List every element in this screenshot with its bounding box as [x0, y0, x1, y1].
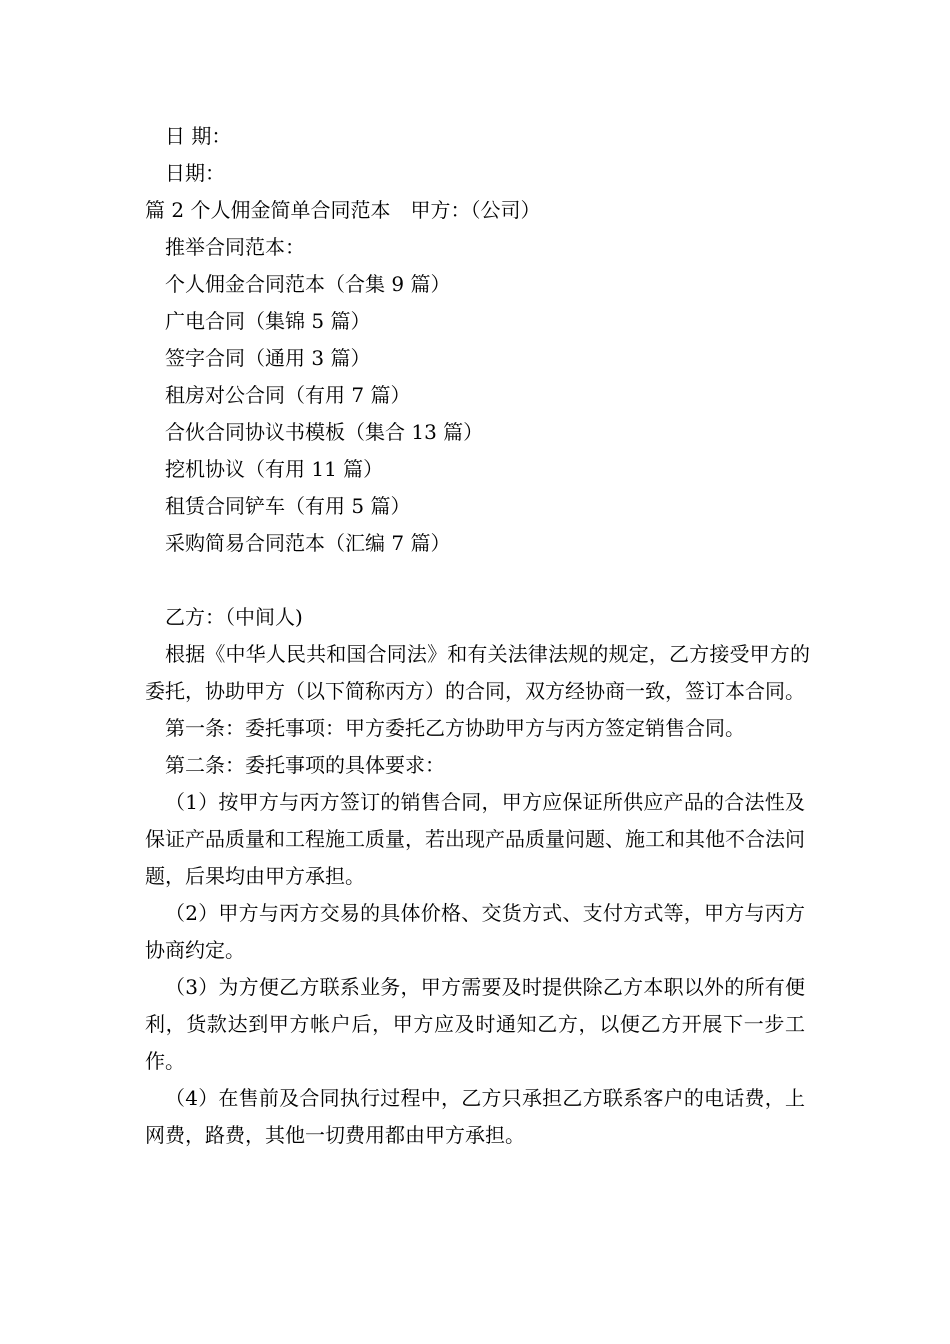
- recommend-heading: 推举合同范本：: [165, 235, 305, 259]
- article-two: 第二条：委托事项的具体要求：: [165, 753, 445, 777]
- recommend-item: 租赁合同铲车（有用 5 篇）: [165, 494, 411, 518]
- recommend-item: 签字合同（通用 3 篇）: [165, 346, 371, 370]
- article-one: 第一条：委托事项：甲方委托乙方协助甲方与丙方签定销售合同。: [165, 716, 745, 740]
- recommend-item: 采购简易合同范本（汇编 7 篇）: [165, 531, 451, 555]
- section-heading: 篇 2 个人佣金简单合同范本 甲方：（公司）: [145, 198, 541, 222]
- date-line-1: 日 期：: [165, 124, 232, 148]
- recommend-item: 个人佣金合同范本（合集 9 篇）: [165, 272, 451, 296]
- clause-4: （4）在售前及合同执行过程中，乙方只承担乙方联系客户的电话费，上网费，路费，其他一切费用都由甲方承担。: [145, 1086, 805, 1147]
- recommend-item: 合伙合同协议书模板（集合 13 篇）: [165, 420, 484, 444]
- spacer: [145, 562, 810, 599]
- recommend-item: 广电合同（集锦 5 篇）: [165, 309, 371, 333]
- recommend-list: [145, 266, 810, 562]
- document-page: [145, 118, 810, 1154]
- date-line-2: 日期：: [165, 161, 225, 185]
- recommend-item: 挖机协议（有用 11 篇）: [165, 457, 384, 481]
- clause-3: （3）为方便乙方联系业务，甲方需要及时提供除乙方本职以外的所有便利，货款达到甲方帐户后，甲方应及时通知乙方，以便乙方开展下一步工作。: [145, 975, 805, 1073]
- party-b-line: 乙方：（中间人): [165, 605, 303, 629]
- body-paragraph: 根据《中华人民共和国合同法》和有关法律法规的规定，乙方接受甲方的委托，协助甲方（以下简称丙方）的合同，双方经协商一致，签订本合同。: [145, 642, 810, 703]
- clause-2: （2）甲方与丙方交易的具体价格、交货方式、支付方式等，甲方与丙方协商约定。: [145, 901, 805, 962]
- recommend-item: 租房对公合同（有用 7 篇）: [165, 383, 411, 407]
- clause-1: （1）按甲方与丙方签订的销售合同，甲方应保证所供应产品的合法性及保证产品质量和工程施工质量，若出现产品质量问题、施工和其他不合法问题，后果均由甲方承担。: [145, 790, 805, 888]
